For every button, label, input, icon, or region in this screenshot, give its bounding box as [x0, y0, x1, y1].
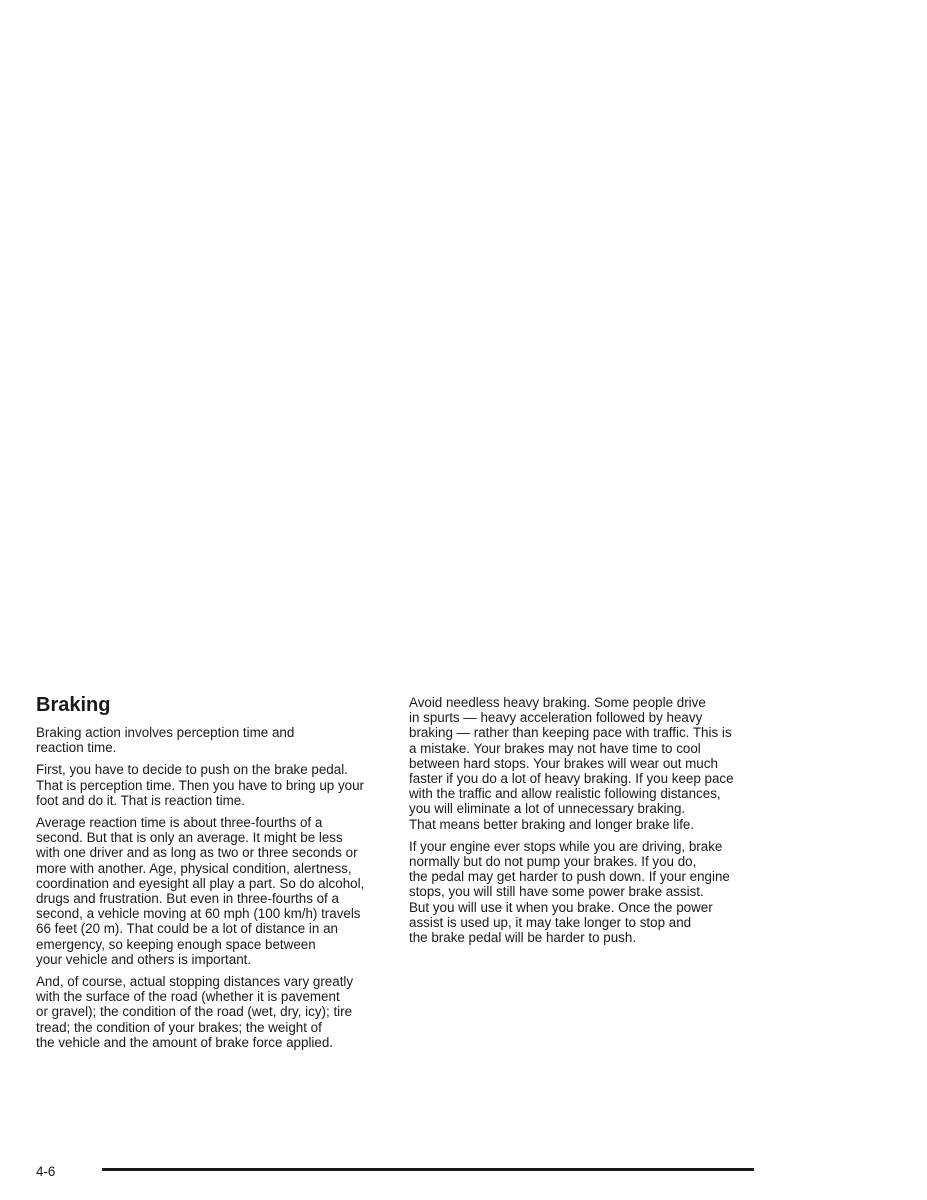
- paragraph-3: [36, 815, 386, 967]
- text-line: stops, you will still have some power brake assist.: [409, 884, 704, 900]
- paragraph-1: [36, 725, 386, 755]
- text-line: your vehicle and others is important.: [36, 951, 252, 967]
- text-line: coordination and eyesight all play a part. So do alcohol,: [36, 875, 365, 891]
- paragraph-5: [409, 695, 759, 832]
- text-line: normally but do not pump your brakes. If you do,: [409, 854, 697, 870]
- paragraph-2: [36, 762, 386, 808]
- text-line: a mistake. Your brakes may not have time to cool: [409, 740, 701, 756]
- text-line: If your engine ever stops while you are driving, brake: [409, 838, 723, 854]
- text-line: And, of course, actual stopping distances vary greatly: [36, 974, 354, 990]
- text-line: the vehicle and the amount of brake force applied.: [36, 1034, 334, 1050]
- text-line: second. But that is only an average. It might be less: [36, 830, 343, 846]
- text-line: drugs and frustration. But even in three-fourths of a: [36, 891, 339, 907]
- text-line: First, you have to decide to push on the brake pedal.: [36, 762, 348, 778]
- paragraph-4: [36, 974, 386, 1050]
- text-line: with the surface of the road (whether it is pavement: [36, 989, 340, 1005]
- text-line: with the traffic and allow realistic following distances,: [409, 786, 721, 802]
- text-line: 66 feet (20 m). That could be a lot of distance in an: [36, 921, 338, 937]
- text-line: Avoid needless heavy braking. Some people drive: [409, 695, 706, 710]
- text-line: braking — rather than keeping pace with traffic. This is: [409, 725, 732, 741]
- text-line: reaction time.: [36, 740, 117, 756]
- text-line: faster if you do a lot of heavy braking. If you keep pace: [409, 771, 734, 787]
- text-line: the pedal may get harder to push down. If your engine: [409, 869, 730, 885]
- text-line: emergency, so keeping enough space between: [36, 936, 316, 952]
- text-line: foot and do it. That is reaction time.: [36, 792, 245, 808]
- text-line: more with another. Age, physical condition, alertness,: [36, 860, 352, 876]
- text-line: between hard stops. Your brakes will wear out much: [409, 755, 718, 771]
- right-column: [409, 695, 759, 952]
- text-line: That is perception time. Then you have to bring up your: [36, 777, 365, 793]
- page-number: 4-6: [36, 1164, 56, 1179]
- text-line: But you will use it when you brake. Once the power: [409, 899, 713, 915]
- text-line: the brake pedal will be harder to push.: [409, 930, 637, 946]
- footer-rule: [102, 1168, 754, 1171]
- paragraph-6: [409, 839, 759, 945]
- text-line: tread; the condition of your brakes; the weight of: [36, 1019, 322, 1035]
- text-line: with one driver and as long as two or three seconds or: [36, 845, 358, 861]
- text-line: you will eliminate a lot of unnecessary braking.: [409, 801, 686, 817]
- section-heading: Braking: [36, 694, 111, 716]
- text-line: That means better braking and longer brake life.: [409, 816, 695, 832]
- text-line: or gravel); the condition of the road (wet, dry, icy); tire: [36, 1004, 353, 1020]
- text-line: Braking action involves perception time and: [36, 725, 295, 740]
- text-line: Average reaction time is about three-fourths of a: [36, 815, 323, 831]
- text-line: in spurts — heavy acceleration followed by heavy: [409, 710, 703, 726]
- text-line: assist is used up, it may take longer to stop and: [409, 914, 692, 930]
- left-column: [36, 693, 386, 1057]
- text-line: second, a vehicle moving at 60 mph (100 km/h) travels: [36, 906, 361, 922]
